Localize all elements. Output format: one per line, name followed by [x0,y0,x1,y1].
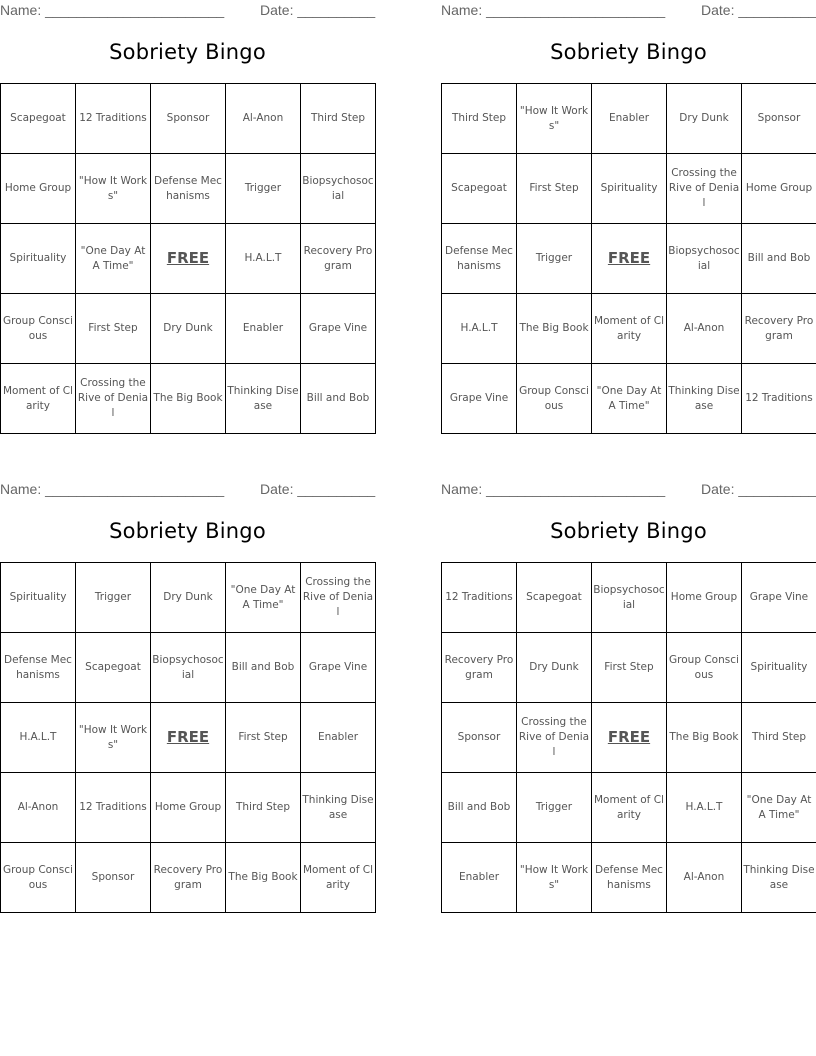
bingo-cell: Grape Vine [442,364,517,434]
bingo-cell: The Big Book [517,294,592,364]
bingo-cell: Spirituality [741,633,816,703]
bingo-cell: "One Day At A Time" [225,563,300,633]
bingo-cell: Enabler [301,703,376,773]
bingo-cell: Group Conscious [1,294,76,364]
bingo-cell: Moment of Clarity [301,843,376,913]
bingo-cell: Grape Vine [741,563,816,633]
bingo-cell: Third Step [300,84,375,154]
bingo-cell: Bill and Bob [225,633,300,703]
bingo-row [442,703,816,773]
card-title: Sobriety Bingo [550,519,707,543]
card-title: Sobriety Bingo [109,40,266,64]
bingo-cell: "One Day At A Time" [592,364,667,434]
bingo-cell: Dry Dunk [516,633,591,703]
bingo-cell: Trigger [516,773,591,843]
name-field: Name: _______________________ [0,2,225,18]
name-field: Name: _______________________ [441,2,666,18]
bingo-cell: The Big Book [150,364,225,434]
bingo-cell: Thinking Disease [301,773,376,843]
bingo-cell: 12 Traditions [75,84,150,154]
bingo-row [1,224,376,294]
bingo-cell: Dry Dunk [150,294,225,364]
bingo-cell: Enabler [442,843,517,913]
bingo-cell: Group Conscious [1,843,76,913]
bingo-cell: Sponsor [741,84,816,154]
bingo-cell: Group Conscious [517,364,592,434]
bingo-cell: Home Group [1,154,76,224]
bingo-cell: Scapegoat [516,563,591,633]
bingo-cell: Bill and Bob [300,364,375,434]
bingo-cell: Third Step [225,773,300,843]
bingo-cell: Bill and Bob [442,773,517,843]
bingo-cell: Defense Mechanisms [442,224,517,294]
bingo-cell: Thinking Disease [741,843,816,913]
bingo-row [1,294,376,364]
bingo-cell: Sponsor [442,703,517,773]
bingo-grid [441,562,816,913]
bingo-cell: Recovery Program [151,843,226,913]
bingo-cell: Biopsychosocial [591,563,666,633]
bingo-row [442,843,816,913]
bingo-cell: Biopsychosocial [300,154,375,224]
bingo-row [442,563,816,633]
date-field: Date: __________ [260,2,376,18]
bingo-cell: First Step [591,633,666,703]
bingo-cell: H.A.L.T [225,224,300,294]
bingo-row [442,224,816,294]
bingo-row [1,154,376,224]
bingo-grid [0,83,376,434]
bingo-cell: Crossing the Rive of Denial [301,563,376,633]
bingo-cell: Al-Anon [666,843,741,913]
card-title: Sobriety Bingo [109,519,266,543]
bingo-cell: Moment of Clarity [1,364,76,434]
bingo-cell: Group Conscious [666,633,741,703]
bingo-grid [0,562,376,913]
bingo-cell: Al-Anon [667,294,742,364]
name-date-row [441,2,816,20]
bingo-cell: 12 Traditions [741,364,816,434]
bingo-cell: Third Step [442,84,517,154]
bingo-cell: Enabler [592,84,667,154]
bingo-cell: Defense Mechanisms [150,154,225,224]
bingo-row [442,773,816,843]
bingo-cell: Crossing the Rive of Denial [667,154,742,224]
bingo-row [1,703,376,773]
bingo-cell: Home Group [741,154,816,224]
name-field: Name: _______________________ [441,481,666,497]
free-space: FREE [150,224,225,294]
bingo-cell: "How It Works" [75,703,150,773]
bingo-cell: Thinking Disease [225,364,300,434]
bingo-cell: The Big Book [666,703,741,773]
bingo-cell: Scapegoat [442,154,517,224]
bingo-cell: Crossing the Rive of Denial [516,703,591,773]
bingo-cell: Bill and Bob [741,224,816,294]
bingo-cell: Trigger [75,563,150,633]
bingo-row [1,633,376,703]
name-date-row [0,481,376,499]
bingo-cell: Biopsychosocial [151,633,226,703]
bingo-cell: Recovery Program [741,294,816,364]
bingo-cell: "One Day At A Time" [75,224,150,294]
date-field: Date: __________ [701,2,816,18]
bingo-cell: Moment of Clarity [592,294,667,364]
bingo-cell: Grape Vine [301,633,376,703]
date-field: Date: __________ [701,481,816,497]
bingo-cell: Grape Vine [300,294,375,364]
bingo-cell: Recovery Program [300,224,375,294]
bingo-cell: Trigger [517,224,592,294]
name-date-row [0,2,376,20]
bingo-row [442,633,816,703]
bingo-cell: "How It Works" [75,154,150,224]
bingo-cell: Scapegoat [1,84,76,154]
bingo-cell: H.A.L.T [442,294,517,364]
bingo-row [1,563,376,633]
bingo-grid [441,83,816,434]
bingo-cell: Al-Anon [1,773,76,843]
name-field: Name: _______________________ [0,481,225,497]
bingo-cell: Biopsychosocial [667,224,742,294]
free-space: FREE [592,224,667,294]
bingo-cell: The Big Book [225,843,300,913]
bingo-cell: 12 Traditions [75,773,150,843]
bingo-cell: Enabler [225,294,300,364]
bingo-row [442,364,816,434]
free-space: FREE [151,703,226,773]
bingo-cell: Sponsor [75,843,150,913]
bingo-cell: Home Group [151,773,226,843]
bingo-cell: Dry Dunk [151,563,226,633]
card-title: Sobriety Bingo [550,40,707,64]
bingo-cell: Al-Anon [225,84,300,154]
bingo-cell: Spirituality [592,154,667,224]
bingo-cell: Moment of Clarity [591,773,666,843]
bingo-cell: Spirituality [1,563,76,633]
bingo-cell: Spirituality [1,224,76,294]
date-field: Date: __________ [260,481,376,497]
bingo-cell: "How It Works" [516,843,591,913]
bingo-cell: "How It Works" [517,84,592,154]
bingo-cell: Defense Mechanisms [1,633,76,703]
bingo-row [442,84,816,154]
bingo-row [1,773,376,843]
bingo-row [1,843,376,913]
bingo-cell: Crossing the Rive of Denial [75,364,150,434]
bingo-cell: First Step [75,294,150,364]
bingo-cell: Trigger [225,154,300,224]
bingo-cell: Defense Mechanisms [591,843,666,913]
bingo-cell: Dry Dunk [667,84,742,154]
bingo-row [1,84,376,154]
name-date-row [441,481,816,499]
bingo-row [442,154,816,224]
bingo-cell: Home Group [666,563,741,633]
bingo-cell: Scapegoat [75,633,150,703]
bingo-row [442,294,816,364]
bingo-cell: Recovery Program [442,633,517,703]
free-space: FREE [591,703,666,773]
bingo-cell: Third Step [741,703,816,773]
bingo-cell: "One Day At A Time" [741,773,816,843]
bingo-cell: H.A.L.T [1,703,76,773]
bingo-cell: First Step [517,154,592,224]
bingo-cell: H.A.L.T [666,773,741,843]
bingo-cell: First Step [225,703,300,773]
bingo-row [1,364,376,434]
bingo-cell: Thinking Disease [667,364,742,434]
bingo-cell: Sponsor [150,84,225,154]
bingo-cell: 12 Traditions [442,563,517,633]
